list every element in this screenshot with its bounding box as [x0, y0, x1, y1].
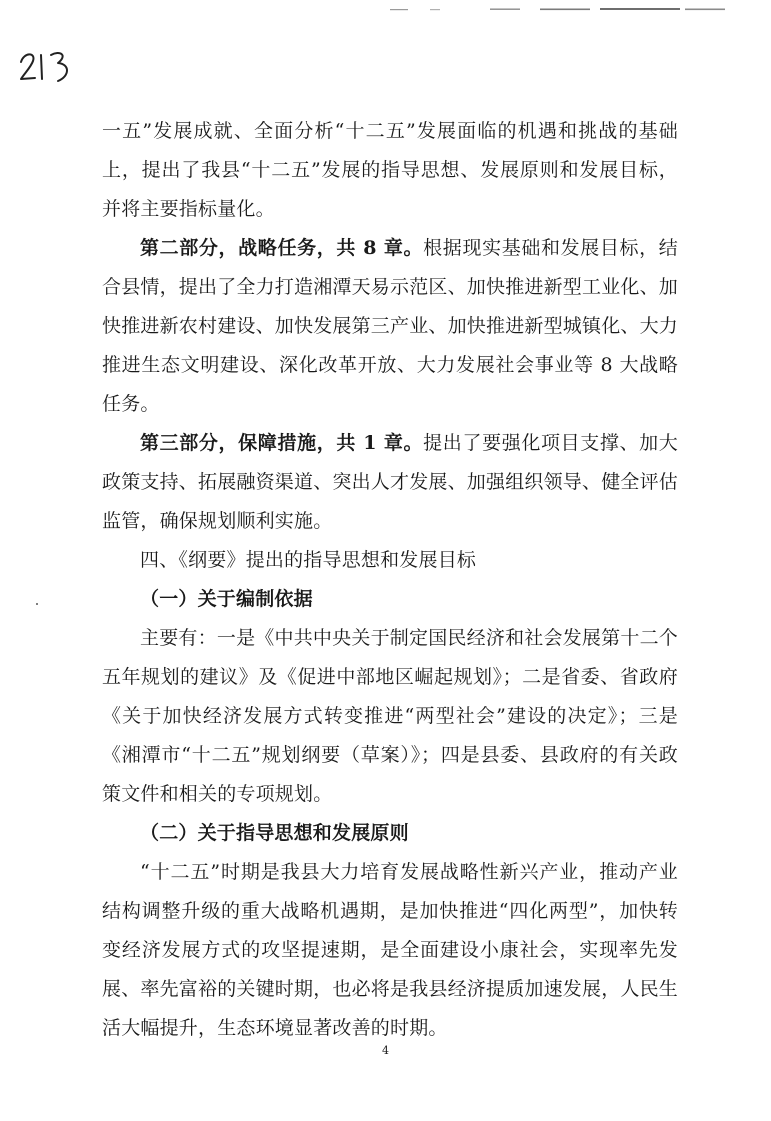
handwritten-page-mark — [18, 46, 76, 86]
paragraph-compilation-basis: 主要有：一是《中共中央关于制定国民经济和社会发展第十二个五年规划的建议》及《促进中部地区崛起规划》；二是省委、省政府《关于加快经济发展方式转变推进“两型社会”建设的决定》；三是《湘潭市“十二五”规划纲要（草案）》；四是县委、县政府的有关政策文件和相关的专项规划。 — [102, 627, 678, 805]
section-heading-four: 四、《纲要》提出的指导思想和发展目标 — [140, 549, 477, 571]
part-three-body: 提出了要强化项目支撑、加大政策支持、拓展融资渠道、突出人才发展、加强组织领导、健全评估监管，确保规划顺利实施。 — [102, 432, 679, 532]
part-three-lead: 第三部分，保障措施，共 1 章。 — [140, 432, 424, 454]
subheading-guiding-ideology: （二）关于指导思想和发展原则 — [140, 822, 409, 844]
page-number: 4 — [382, 1044, 389, 1057]
paragraph-part-two — [102, 229, 678, 424]
paragraph-guiding-ideology: “十二五”时期是我县大力培育发展战略性新兴产业，推动产业结构调整升级的重大战略机遇期，是加快推进“四化两型”，加快转变经济发展方式的攻坚提速期，是全面建设小康社会，实现率先发展、率先富裕的关键时期，也必将是我县经济提质加速发展，人民生活大幅提升，生态环境显著改善的时期。 — [102, 861, 679, 1039]
paragraph-continuation: 一五”发展成就、全面分析“十二五”发展面临的机遇和挑战的基础上，提出了我县“十二五”发展的指导思想、发展原则和发展目标，并将主要指标量化。 — [102, 120, 678, 220]
part-two-body: 根据现实基础和发展目标，结合县情，提出了全力打造湘潭天易示范区、加快推进新型工业化、加快推进新农村建设、加快发展第三产业、加快推进新型城镇化、大力推进生态文明建设、深化改革开放、大力发展社会事业等 8 大战略任务。 — [102, 237, 679, 415]
subheading-compilation-basis: （一）关于编制依据 — [140, 588, 313, 610]
paragraph-part-three — [102, 424, 678, 541]
part-two-lead: 第二部分，战略任务，共 8 章。 — [140, 237, 424, 259]
body-text — [102, 112, 678, 1048]
scan-speck — [36, 603, 38, 605]
scan-artifact-marks — [390, 6, 730, 12]
